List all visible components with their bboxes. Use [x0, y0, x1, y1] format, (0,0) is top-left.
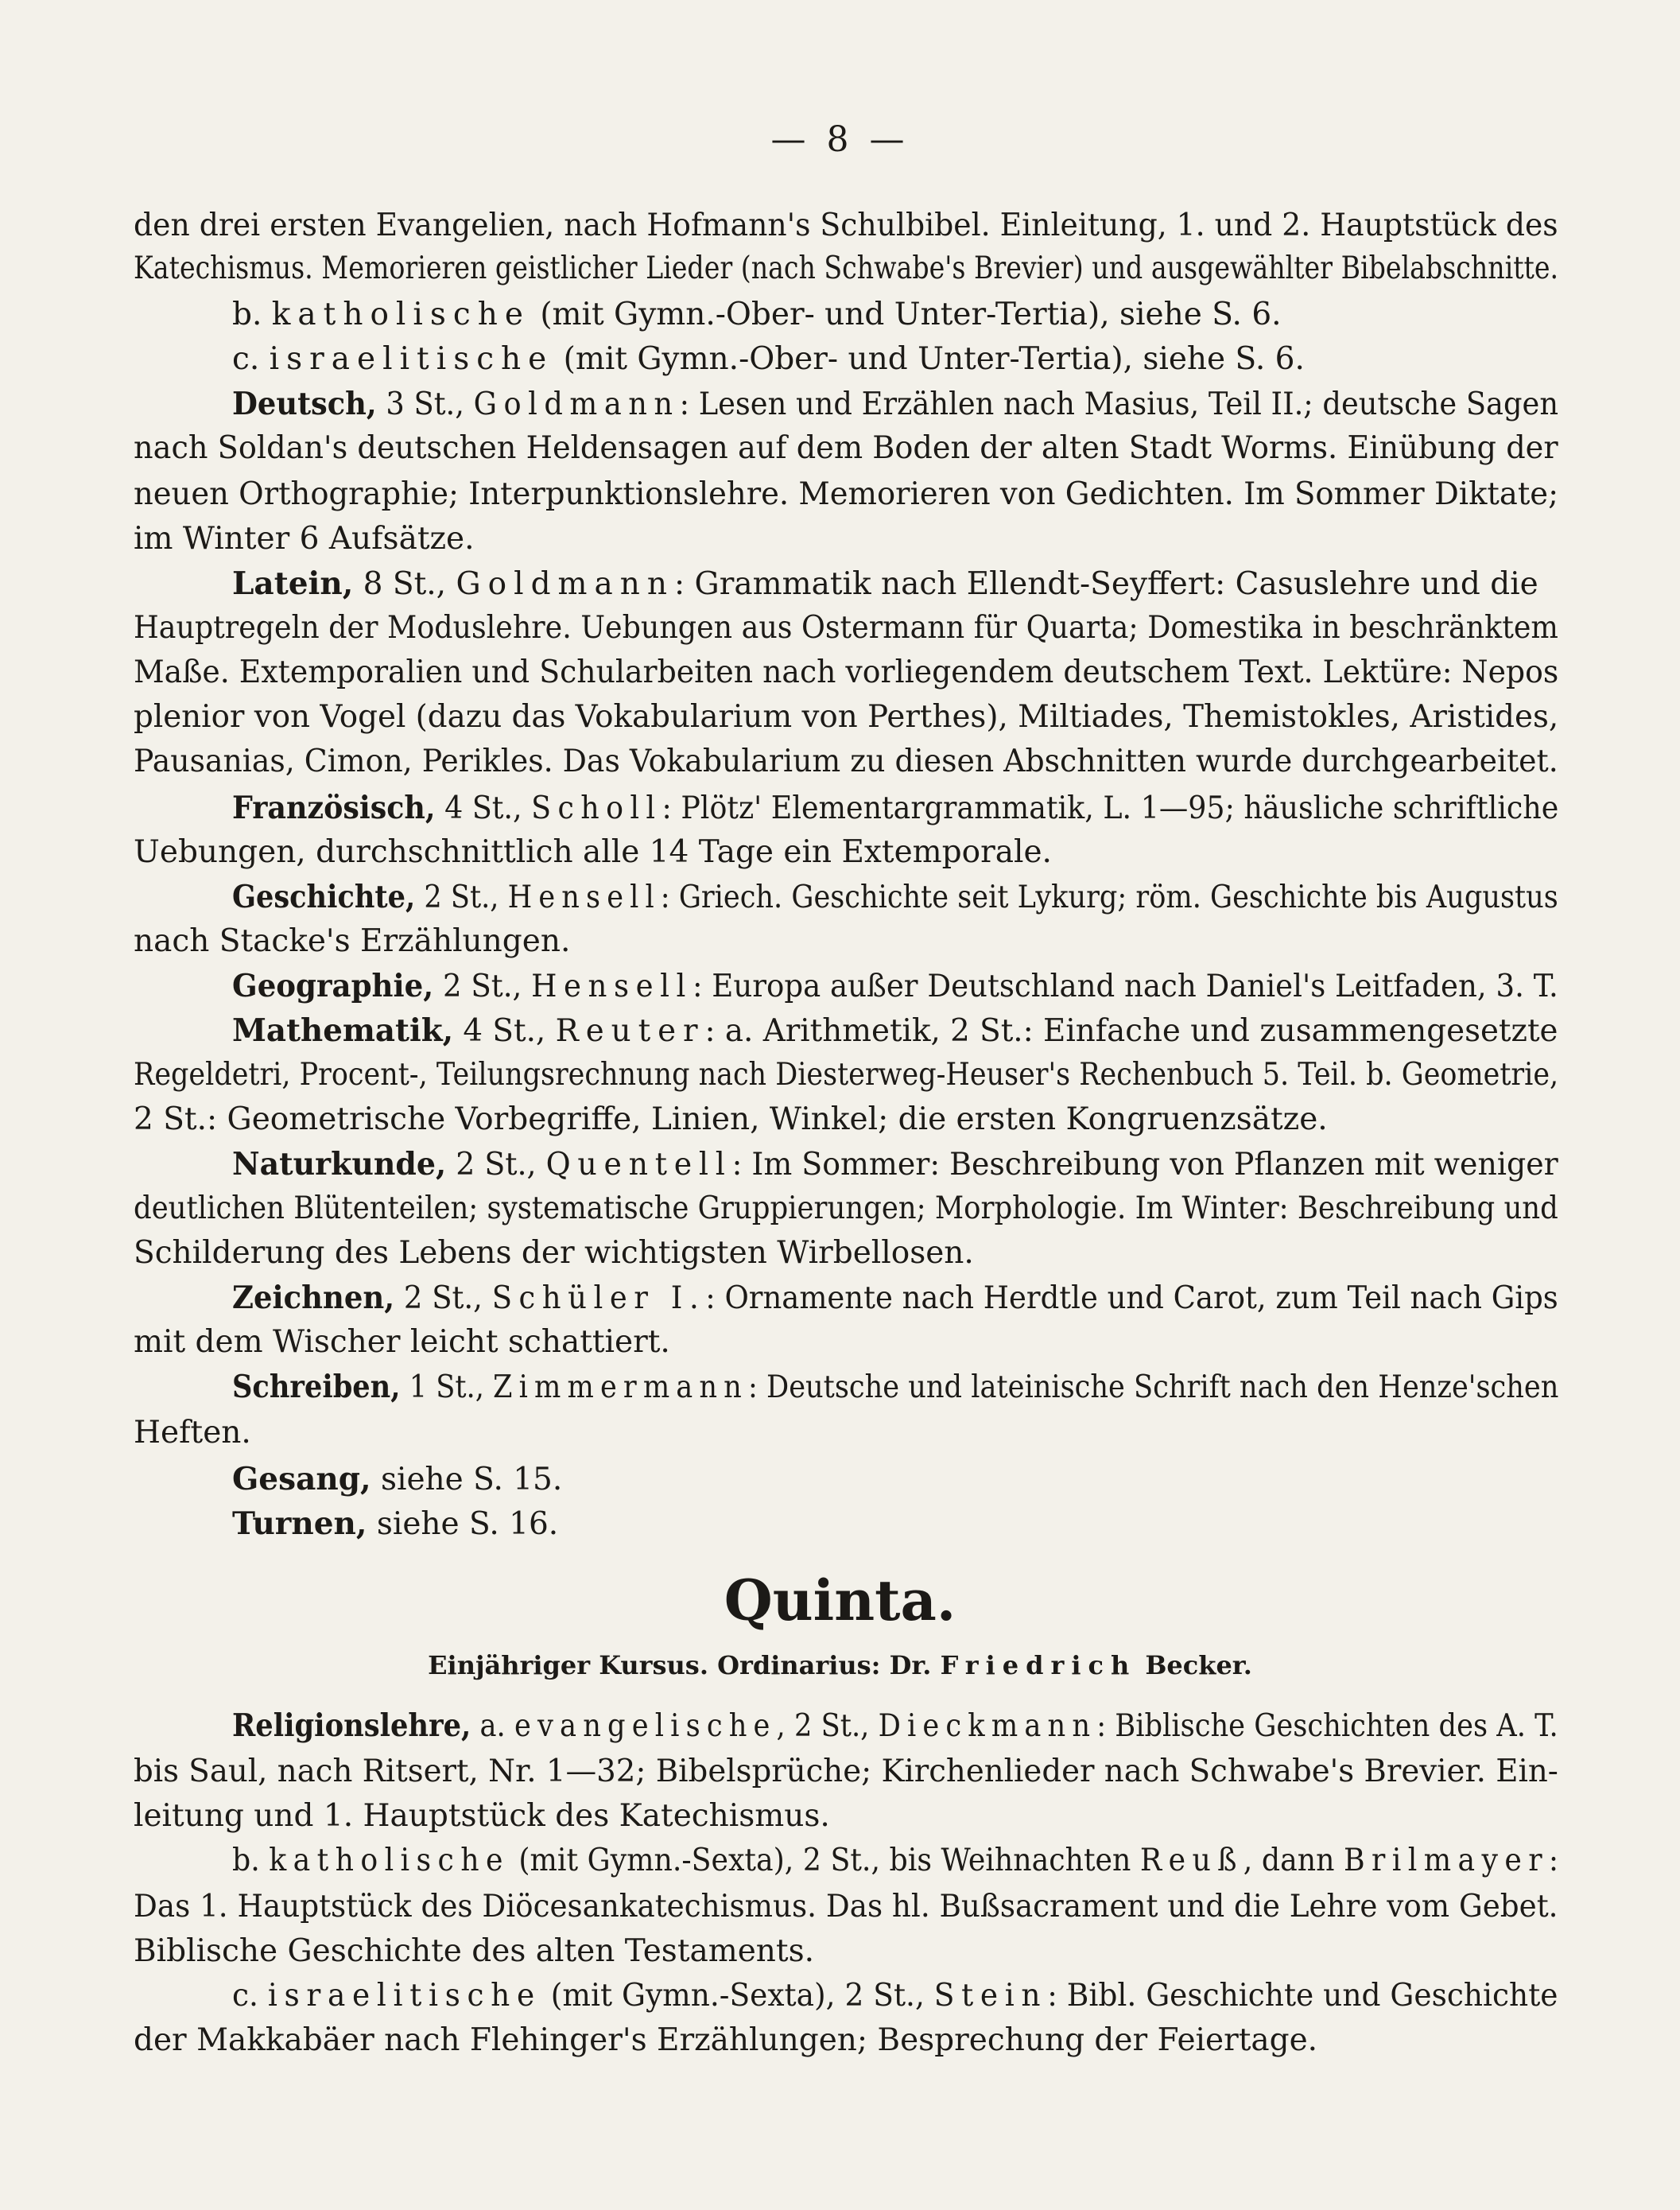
teacher-name: Reuter [555, 1013, 705, 1049]
teacher-name: Brilmayer [1344, 1843, 1549, 1878]
teacher-name: Schüler I. [491, 1280, 706, 1316]
line-text: : Lesen und Erzählen nach Masius, Teil II.; deutsche Sagen [679, 386, 1559, 422]
subject-entry-mathematik [232, 1008, 1558, 1054]
line-text: 2 St.: Geometrische Vorbegriffe, Linien, Winkel; die ersten Kongruenzsätze. [134, 1101, 1328, 1137]
text-line [232, 337, 1305, 382]
line-text: : Deutsche und lateinische Schrift nach den Henze'schen [747, 1369, 1559, 1405]
line-text: : Im Sommer: Beschreibung von Pflanzen mit weniger [731, 1147, 1558, 1183]
teacher-name: Dieckmann [878, 1708, 1097, 1744]
line-text: (mit Gymn.-Sexta), 2 St., [541, 1978, 934, 2014]
teacher-name: Scholl [531, 790, 662, 826]
text-line [134, 1750, 1558, 1794]
subject-heading: Schreiben, [232, 1369, 401, 1405]
line-text: : Grammatik nach Ellendt-Seyffert: Casuslehre und die [674, 566, 1538, 602]
teacher-name: Goldmann [473, 386, 680, 422]
line-text: Katechismus. Memorieren geistlicher Lieder (nach Schwabe's Brevier) und ausgewählter Bibelabschnitte. [134, 251, 1559, 286]
line-text: 2 St., [415, 880, 508, 915]
text-line [232, 1839, 1558, 1883]
text-line [134, 1411, 251, 1455]
line-text: : [1548, 1843, 1559, 1878]
line-text: (mit Gymn.-Ober- und Unter-Tertia), siehe S. 6. [530, 297, 1282, 332]
teacher-name: Stein [933, 1978, 1048, 2014]
page-number: — 8 — [770, 119, 910, 160]
spaced-term: israelitische [269, 341, 554, 377]
subject-heading: Naturkunde, [232, 1146, 447, 1183]
text-line [134, 919, 570, 964]
text-line [134, 2018, 1317, 2063]
spaced-term: katholische [269, 1843, 510, 1878]
line-text: Biblische Geschichte des alten Testaments. [134, 1933, 815, 1969]
text-line [134, 1097, 1328, 1142]
line-text: b. [232, 297, 272, 332]
spaced-term: israelitische [267, 1978, 541, 2014]
text-line [134, 1187, 1558, 1231]
line-text: : Griech. Geschichte seit Lykurg; röm. Geschichte bis Augustus [660, 880, 1558, 915]
subject-entry-deutsch [232, 382, 1558, 427]
text-line [134, 517, 475, 561]
line-text: plenior von Vogel (dazu das Vokabularium von Perthes), Miltiades, Themistokles, Aristides, [134, 699, 1559, 735]
subject-heading: Religionslehre, [232, 1707, 471, 1744]
line-text: 2 St., [446, 1147, 546, 1183]
text-line [134, 204, 1558, 248]
text-line [134, 695, 1558, 740]
line-text: c. [232, 341, 270, 377]
line-text: deutlichen Blütenteilen; systematische Gruppierungen; Morphologie. Im Winter: Beschreibung und [134, 1190, 1558, 1226]
text-line [134, 247, 1558, 291]
line-text: siehe S. 16. [367, 1506, 559, 1542]
line-text: , 2 St., [776, 1708, 879, 1744]
spaced-term: evangelische [514, 1708, 777, 1744]
line-text: : Biblische Geschichten des A. T. [1096, 1708, 1558, 1744]
line-text: mit dem Wischer leicht schattiert. [134, 1324, 670, 1360]
subject-heading: Zeichnen, [232, 1280, 395, 1316]
line-text: 2 St., [394, 1280, 492, 1316]
text-line [134, 651, 1558, 695]
line-text: : Europa außer Deutschland nach Daniel's Leitfaden, 3. T. [692, 969, 1558, 1004]
line-text: : Bibl. Geschichte und Geschichte [1047, 1978, 1558, 2014]
line-text: 4 St., [435, 790, 532, 826]
line-text: leitung und 1. Hauptstück des Katechismus. [134, 1798, 830, 1834]
teacher-name: Hensell [507, 880, 661, 915]
line-text: Pausanias, Cimon, Perikles. Das Vokabularium zu diesen Abschnitten wurde durchgearbeitet. [134, 744, 1558, 779]
line-text: b. [232, 1843, 270, 1878]
subject-entry-geographie [232, 964, 1558, 1009]
text-line [134, 1231, 974, 1276]
line-text: c. [232, 1978, 268, 2014]
subject-entry-latein [232, 561, 1538, 607]
line-text: Uebungen, durchschnittlich alle 14 Tage ein Extemporale. [134, 834, 1052, 870]
text-line [134, 1885, 1558, 1929]
line-text: nach Stacke's Erzählungen. [134, 923, 571, 959]
subject-heading: Turnen, [232, 1505, 367, 1542]
subject-heading: Deutsch, [232, 386, 377, 422]
line-text: siehe S. 15. [371, 1462, 563, 1497]
text-line [134, 1794, 830, 1839]
text-line [134, 606, 1558, 651]
subject-heading: Französisch, [232, 790, 436, 826]
line-text: 3 St., [376, 386, 474, 422]
subject-entry-geschichte [232, 875, 1558, 920]
text-line [134, 1053, 1558, 1097]
section-heading-quinta: Quinta. [724, 1567, 956, 1633]
line-text: nach Soldan's deutschen Heldensagen auf dem Boden der alten Stadt Worms. Einübung der [134, 430, 1558, 466]
subject-entry-zeichnen [232, 1276, 1558, 1321]
line-text: 2 St., [433, 969, 532, 1004]
subject-entry-franzoesisch [232, 786, 1558, 831]
line-text: bis Saul, nach Ritsert, Nr. 1—32; Bibelsprüche; Kirchenlieder nach Schwabe's Brevier. Ein- [134, 1754, 1558, 1789]
subject-entry-gesang [232, 1457, 562, 1502]
line-text: a. [471, 1708, 514, 1744]
teacher-name: Goldmann [456, 566, 675, 602]
line-text: Schilderung des Lebens der wichtigsten Wirbellosen. [134, 1235, 974, 1271]
text-line [134, 830, 1052, 875]
spaced-term: katholische [271, 297, 530, 332]
teacher-name: Hensell [531, 969, 693, 1004]
line-text: Maße. Extemporalien und Schularbeiten nach vorliegendem deutschem Text. Lektüre: Nepos [134, 654, 1559, 690]
line-text: 1 St., [400, 1369, 494, 1405]
text-line [134, 740, 1558, 784]
ordinarius-name: Friedrich [940, 1650, 1137, 1680]
teacher-name: Zimmermann [493, 1369, 748, 1405]
text-line [134, 426, 1558, 471]
subject-heading: Latein, [232, 565, 354, 602]
subject-heading: Gesang, [232, 1461, 371, 1497]
line-text: (mit Gymn.-Ober- und Unter-Tertia), siehe S. 6. [553, 341, 1305, 377]
line-text: , dann [1243, 1843, 1344, 1878]
line-text: Das 1. Hauptstück des Diöcesankatechismus. Das hl. Bußsacrament und die Lehre vom Gebet. [134, 1889, 1558, 1925]
subject-entry-religionslehre [232, 1703, 1558, 1749]
line-text: : Ornamente nach Herdtle und Carot, zum Teil nach Gips [705, 1280, 1558, 1316]
line-text: Regeldetri, Procent-, Teilungsrechnung nach Diesterweg-Heuser's Rechenbuch 5. Teil. b. Geometrie, [134, 1057, 1559, 1093]
subject-heading: Geographie, [232, 968, 434, 1004]
line-text: 8 St., [353, 566, 456, 602]
subheading-text: Einjähriger Kursus. Ordinarius: Dr. [428, 1650, 941, 1680]
text-line [134, 1320, 670, 1365]
section-subheading [0, 1646, 1680, 1684]
line-text: (mit Gymn.-Sexta), 2 St., bis Weihnachten [509, 1843, 1140, 1878]
line-text: im Winter 6 Aufsätze. [134, 521, 475, 557]
teacher-name: Quentell [545, 1147, 732, 1183]
subject-entry-schreiben [232, 1365, 1558, 1410]
line-text: : Plötz' Elementargrammatik, L. 1—95; häusliche schriftliche [662, 790, 1559, 826]
line-text: Hauptregeln der Moduslehre. Uebungen aus Ostermann für Quarta; Domestika in beschränktem [134, 610, 1558, 646]
subject-heading: Geschichte, [232, 879, 416, 915]
line-text: der Makkabäer nach Flehinger's Erzählungen; Besprechung der Feiertage. [134, 2022, 1318, 2058]
subject-heading: Mathematik, [232, 1012, 454, 1049]
text-line [134, 472, 1558, 517]
teacher-name: Reuß [1139, 1843, 1244, 1878]
subject-entry-turnen [232, 1501, 558, 1547]
line-text: 4 St., [453, 1013, 556, 1049]
subheading-text: Becker. [1136, 1650, 1252, 1680]
text-line [232, 1974, 1558, 2018]
text-line [232, 293, 1282, 337]
text-line [134, 1929, 814, 1974]
line-text: : a. Arithmetik, 2 St.: Einfache und zusammengesetzte [704, 1013, 1558, 1049]
line-text: den drei ersten Evangelien, nach Hofmann's Schulbibel. Einleitung, 1. und 2. Hauptstück des [134, 208, 1558, 243]
line-text: neuen Orthographie; Interpunktionslehre. Memorieren von Gedichten. Im Sommer Diktate; [134, 476, 1559, 512]
line-text: Heften. [134, 1415, 251, 1451]
subject-entry-naturkunde [232, 1142, 1558, 1187]
